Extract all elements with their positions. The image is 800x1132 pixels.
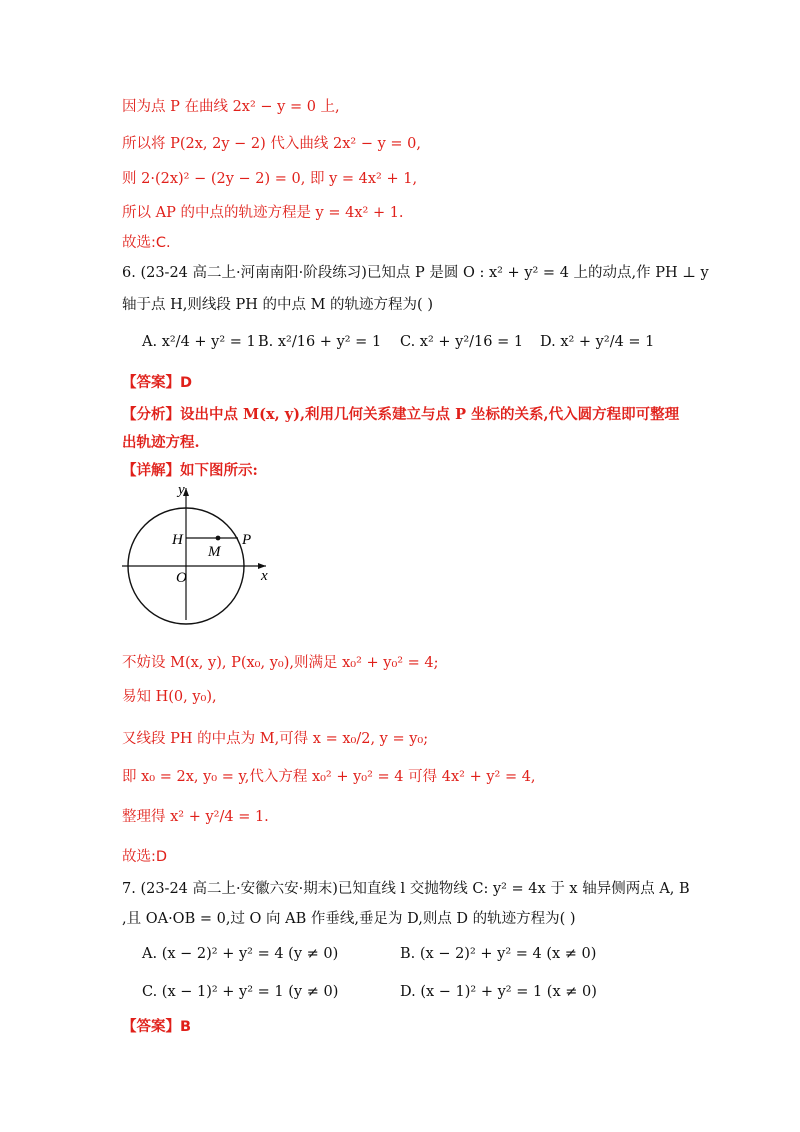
q6-step-5: 整理得 x² + y²/4 = 1. <box>122 809 269 825</box>
q6-step-2: 易知 H(0, y₀), <box>122 689 217 705</box>
q6-step-1: 不妨设 M(x, y), P(x₀, y₀),则满足 x₀² + y₀² = 4; <box>122 655 439 671</box>
q6-option-c: C. x² + y²/16 = 1 <box>400 334 524 350</box>
q7-option-a: A. (x − 2)² + y² = 4 (y ≠ 0) <box>142 946 339 962</box>
q6-answer: 【答案】D <box>122 375 193 391</box>
q6-option-a: A. x²/4 + y² = 1 <box>142 334 256 350</box>
q6-stem-line-2: 轴于点 H,则线段 PH 的中点 M 的轨迹方程为( ) <box>122 297 433 313</box>
solution-line-1: 因为点 P 在曲线 2x² − y = 0 上, <box>122 99 340 115</box>
q7-option-b: B. (x − 2)² + y² = 4 (x ≠ 0) <box>400 946 597 962</box>
label-o: O <box>176 570 187 586</box>
q7-stem-line-2: ,且 OA·OB = 0,过 O 向 AB 作垂线,垂足为 D,则点 D 的轨迹方程为( ) <box>122 911 576 927</box>
label-m: M <box>208 544 221 560</box>
q6-option-d: D. x² + y²/4 = 1 <box>540 334 655 350</box>
q6-analysis-line-2: 出轨迹方程. <box>122 434 200 451</box>
q6-stem-line-1: 6. (23-24 高二上·河南南阳·阶段练习)已知点 P 是圆 O : x² + y² = 4 上的动点,作 PH ⊥ y <box>122 265 709 281</box>
label-y: y <box>178 482 185 498</box>
solution-line-3: 则 2·(2x)² − (2y − 2) = 0, 即 y = 4x² + 1, <box>122 171 418 187</box>
q6-detail-heading: 【详解】如下图所示: <box>122 462 258 479</box>
q6-choice: 故选:D <box>122 849 168 865</box>
label-h: H <box>172 532 183 548</box>
midpoint-m-dot <box>216 536 221 541</box>
label-x: x <box>261 568 268 584</box>
solution-line-4: 所以 AP 的中点的轨迹方程是 y = 4x² + 1. <box>122 205 404 221</box>
q7-stem-line-1: 7. (23-24 高二上·安徽六安·期末)已知直线 l 交抛物线 C: y² = 4x 于 x 轴异侧两点 A, B <box>122 881 690 897</box>
circle-figure <box>118 480 288 630</box>
q7-option-d: D. (x − 1)² + y² = 1 (x ≠ 0) <box>400 984 597 1000</box>
q6-step-3: 又线段 PH 的中点为 M,可得 x = x₀/2, y = y₀; <box>122 731 429 747</box>
q7-option-c: C. (x − 1)² + y² = 1 (y ≠ 0) <box>142 984 339 1000</box>
q7-answer: 【答案】B <box>122 1019 192 1035</box>
q6-option-b: B. x²/16 + y² = 1 <box>258 334 382 350</box>
label-p: P <box>242 532 252 548</box>
q6-step-4: 即 x₀ = 2x, y₀ = y,代入方程 x₀² + y₀² = 4 可得 4x² + y² = 4, <box>122 769 536 785</box>
q6-analysis-line-1: 【分析】设出中点 M(x, y),利用几何关系建立与点 P 坐标的关系,代入圆方程即可整理 <box>122 406 680 423</box>
solution-line-2: 所以将 P(2x, 2y − 2) 代入曲线 2x² − y = 0, <box>122 136 422 152</box>
choice-line-prev: 故选:C. <box>122 235 171 251</box>
